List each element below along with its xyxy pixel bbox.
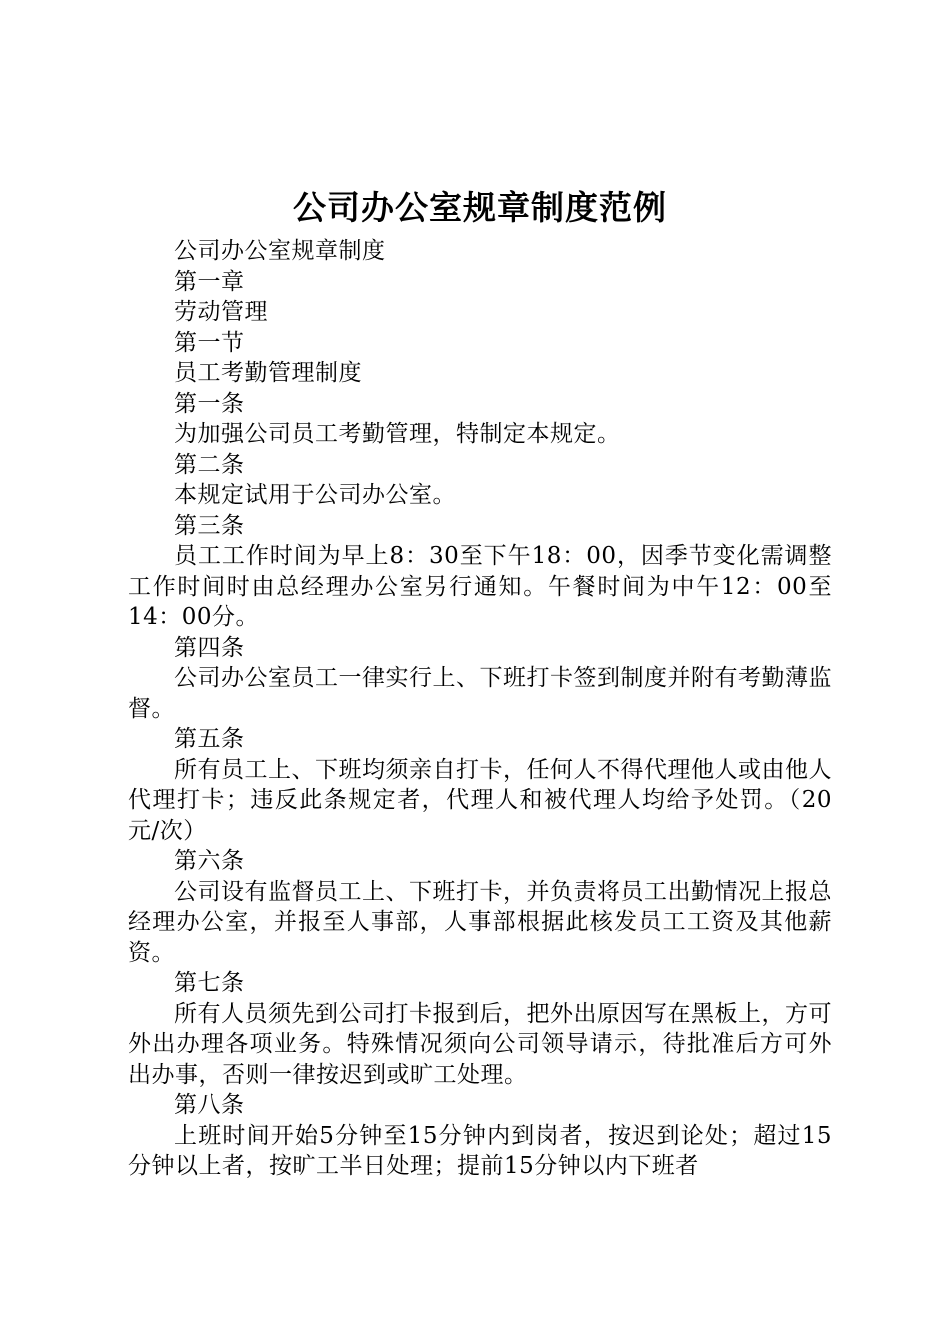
- article-heading: 第一条: [174, 390, 245, 417]
- paragraph: 公司办公室员工一律实行上、下班打卡签到制度并附有考勤薄监督。: [128, 665, 832, 722]
- section-heading: 第一节: [174, 329, 245, 356]
- document-body: [128, 236, 832, 1182]
- paragraph: 公司设有监督员工上、下班打卡，并负责将员工出勤情况上报总经理办公室，并报至人事部，人事部根据此核发员工工资及其他薪资。: [128, 878, 832, 966]
- paragraph: 上班时间开始5分钟至15分钟内到岗者，按迟到论处；超过15分钟以上者，按旷工半日处理；提前15分钟以内下班者: [128, 1122, 832, 1179]
- chapter-title: 劳动管理: [174, 299, 268, 325]
- article-heading: 第三条: [174, 512, 245, 539]
- paragraph: 所有人员须先到公司打卡报到后，把外出原因写在黑板上，方可外出办理各项业务。特殊情况须向公司领导请示，待批准后方可外出办事，否则一律按迟到或旷工处理。: [128, 1000, 832, 1088]
- article-heading: 第四条: [174, 634, 245, 661]
- paragraph: 所有员工上、下班均须亲自打卡，任何人不得代理他人或由他人代理打卡；违反此条规定者，代理人和被代理人均给予处罚。（20元/次）: [128, 756, 832, 844]
- article-heading: 第五条: [174, 726, 245, 752]
- paragraph: 员工工作时间为早上8：30至下午18：00，因季节变化需调整工作时间时由总经理办公室另行通知。午餐时间为中午12：00至14：00分。: [128, 543, 832, 630]
- paragraph: 本规定试用于公司办公室。: [174, 482, 456, 508]
- paragraph: 公司办公室规章制度: [174, 238, 386, 264]
- article-heading: 第六条: [174, 848, 245, 874]
- article-heading: 第七条: [174, 970, 245, 996]
- chapter-heading: 第一章: [174, 268, 245, 295]
- paragraph: 为加强公司员工考勤管理，特制定本规定。: [174, 421, 621, 447]
- article-heading: 第二条: [174, 451, 245, 478]
- document-title: 公司办公室规章制度范例: [293, 188, 667, 227]
- article-heading: 第八条: [174, 1092, 245, 1118]
- section-title: 员工考勤管理制度: [174, 360, 362, 386]
